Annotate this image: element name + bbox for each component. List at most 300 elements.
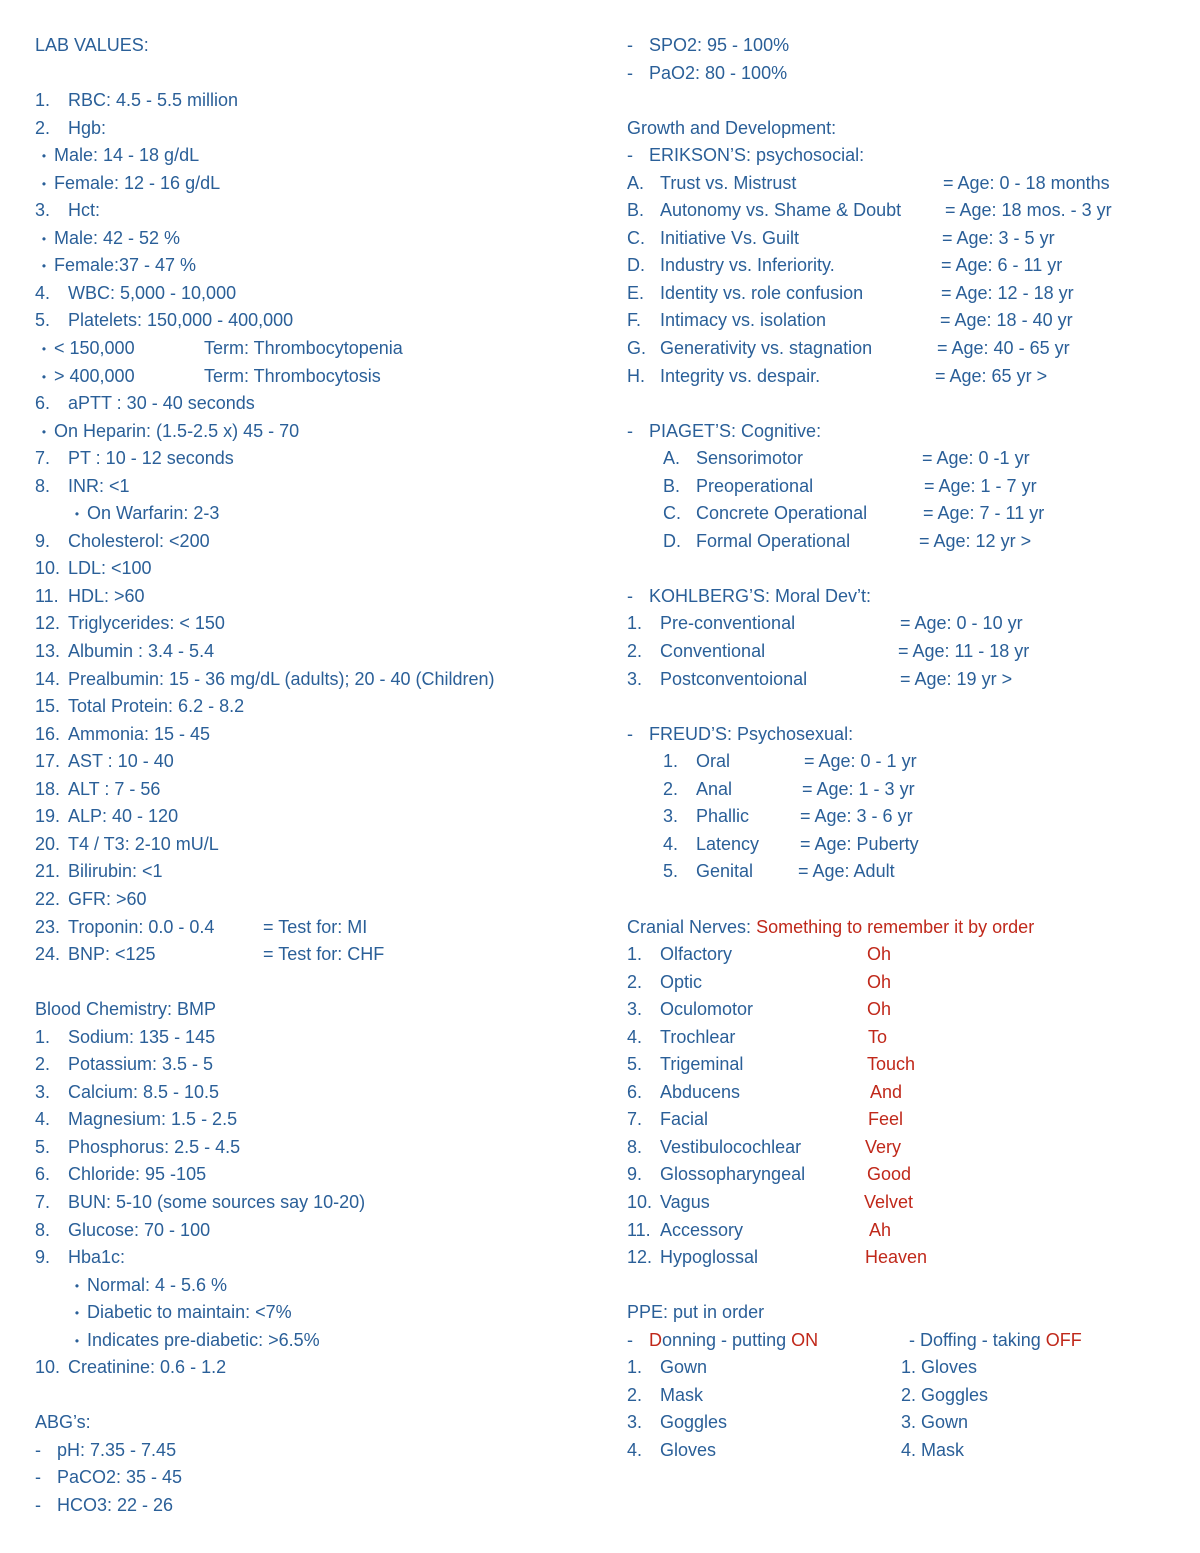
lab-value-row <box>35 528 595 556</box>
item-number: 12. <box>35 613 61 634</box>
item-number: 1. <box>663 751 679 772</box>
lab-value-row <box>35 555 595 583</box>
bmp-row <box>35 1327 595 1355</box>
lab-value-row <box>35 170 595 198</box>
abg-heading: ABG’s: <box>35 1412 91 1433</box>
bmp-row <box>35 1217 595 1245</box>
item-number: 2. <box>35 117 51 138</box>
erikson-row <box>627 252 1187 280</box>
age-range: = Age: 12 yr > <box>919 530 1032 551</box>
item-number: 8. <box>627 1136 643 1157</box>
nerve-name: Vagus <box>660 1191 710 1212</box>
cranial-nerve-row <box>627 1161 1187 1189</box>
item-text: > 400,000 <box>54 365 135 386</box>
item-number: E. <box>627 282 645 303</box>
lab-value-row <box>35 418 595 446</box>
item-number: 3. <box>35 1081 51 1102</box>
donning-initial: D <box>649 1329 662 1350</box>
item-number: 7. <box>35 448 51 469</box>
spacer <box>35 1382 595 1410</box>
oxygen-row <box>627 60 1187 88</box>
stage-name: Integrity vs. despair. <box>660 365 821 386</box>
stage-name: Pre-conventional <box>660 613 796 634</box>
doffing-step: 3. Gown <box>901 1412 969 1433</box>
donning-label: onning - putting <box>662 1329 792 1350</box>
item-text: T4 / T3: 2-10 mU/L <box>68 833 219 854</box>
growth-heading: Growth and Development: <box>627 117 837 138</box>
item-text: Hba1c: <box>68 1247 126 1268</box>
stage-name: Initiative Vs. Guilt <box>660 227 800 248</box>
age-range: = Age: 7 - 11 yr <box>923 503 1045 524</box>
lab-value-row <box>35 142 595 170</box>
item-number: 2. <box>627 1384 643 1405</box>
bmp-row <box>35 1134 595 1162</box>
stage-name: Generativity vs. stagnation <box>660 338 873 359</box>
bmp-row <box>35 1051 595 1079</box>
stage-name: Phallic <box>696 806 750 827</box>
age-range: = Age: Puberty <box>800 833 919 854</box>
dash-marker: - <box>35 1467 41 1488</box>
item-text: Glucose: 70 - 100 <box>68 1219 211 1240</box>
left-column <box>35 32 595 1520</box>
spacer <box>627 87 1187 115</box>
spacer <box>35 60 595 88</box>
item-text: Male: 42 - 52 % <box>54 227 181 248</box>
item-text: Chloride: 95 -105 <box>68 1164 207 1185</box>
bullet-icon: • <box>41 369 47 384</box>
stage-name: Industry vs. Inferiority. <box>660 255 835 276</box>
item-number: 5. <box>35 1136 51 1157</box>
age-range: = Age: 18 - 40 yr <box>940 310 1073 331</box>
mnemonic-word: And <box>870 1081 903 1102</box>
nerve-name: Trochlear <box>660 1026 736 1047</box>
bmp-row <box>35 1079 595 1107</box>
nerve-name: Olfactory <box>660 944 733 965</box>
kohlberg-row <box>627 666 1187 694</box>
item-number: D. <box>627 255 645 276</box>
item-text: Indicates pre-diabetic: >6.5% <box>87 1329 320 1350</box>
item-text: Female:37 - 47 % <box>54 255 197 276</box>
item-text: INR: <1 <box>68 475 130 496</box>
bmp-row <box>35 1354 595 1382</box>
age-range: = Age: 0 - 1 yr <box>804 751 917 772</box>
nerve-name: Accessory <box>660 1219 744 1240</box>
spacer <box>627 390 1187 418</box>
bullet-icon: • <box>74 1278 80 1293</box>
oxygen-row <box>627 32 1187 60</box>
mnemonic-word: Oh <box>867 999 892 1020</box>
lab-value-row <box>35 335 595 363</box>
lab-value-row <box>35 115 595 143</box>
item-number: 3. <box>627 999 643 1020</box>
bullet-icon: • <box>41 149 47 164</box>
donning-step: Goggles <box>660 1412 728 1433</box>
item-text: HDL: >60 <box>68 585 145 606</box>
item-number: 4. <box>35 282 51 303</box>
cranial-nerve-row <box>627 969 1187 997</box>
age-range: = Age: Adult <box>798 861 895 882</box>
doffing-step: 4. Mask <box>901 1439 965 1460</box>
item-text: Albumin : 3.4 - 5.4 <box>68 641 215 662</box>
bullet-icon: • <box>41 424 47 439</box>
cranial-nerve-row <box>627 1106 1187 1134</box>
lab-value-row <box>35 87 595 115</box>
dash-marker: - <box>627 420 633 441</box>
lab-value-row <box>35 666 595 694</box>
bullet-icon: • <box>41 231 47 246</box>
item-text: Sodium: 135 - 145 <box>68 1026 216 1047</box>
item-number: 7. <box>35 1191 51 1212</box>
item-text: Hct: <box>68 200 101 221</box>
heading-text: PIAGET’S: Cognitive: <box>649 420 822 441</box>
stage-name: Conventional <box>660 641 766 662</box>
item-number: H. <box>627 365 645 386</box>
nerve-name: Hypoglossal <box>660 1247 759 1268</box>
item-number: 3. <box>663 806 679 827</box>
dash-marker: - <box>627 62 633 83</box>
item-text: Hgb: <box>68 117 107 138</box>
bullet-icon: • <box>74 1306 80 1321</box>
item-text: BUN: 5-10 (some sources say 10-20) <box>68 1191 366 1212</box>
item-text: ALT : 7 - 56 <box>68 778 161 799</box>
mnemonic-word: To <box>868 1026 888 1047</box>
item-number: 21. <box>35 861 61 882</box>
stage-name: Autonomy vs. Shame & Doubt <box>660 200 902 221</box>
item-text: aPTT : 30 - 40 seconds <box>68 393 255 414</box>
item-number: 16. <box>35 723 61 744</box>
item-number: 13. <box>35 641 61 662</box>
item-text: Prealbumin: 15 - 36 mg/dL (adults); 20 - 40 (Children) <box>68 668 495 689</box>
cranial-nerve-row <box>627 1244 1187 1272</box>
item-text: Potassium: 3.5 - 5 <box>68 1054 214 1075</box>
item-text: On Warfarin: 2-3 <box>87 503 220 524</box>
heading-text: KOHLBERG’S: Moral Dev’t: <box>649 585 872 606</box>
item-text: AST : 10 - 40 <box>68 751 174 772</box>
age-range: = Age: 3 - 6 yr <box>800 806 913 827</box>
bmp-row <box>35 1299 595 1327</box>
item-number: 10. <box>627 1191 653 1212</box>
item-text: Normal: 4 - 5.6 % <box>87 1274 228 1295</box>
piaget-row <box>627 473 1187 501</box>
item-text: Ammonia: 15 - 45 <box>68 723 211 744</box>
age-range: = Age: 3 - 5 yr <box>942 227 1055 248</box>
age-range: = Age: 0 -1 yr <box>922 448 1030 469</box>
cranial-nerve-row <box>627 941 1187 969</box>
item-number: 1. <box>627 613 643 634</box>
bmp-heading: Blood Chemistry: BMP <box>35 999 217 1020</box>
item-text: WBC: 5,000 - 10,000 <box>68 282 237 303</box>
item-text: BNP: <125 <box>68 944 156 965</box>
lab-value-row <box>35 858 595 886</box>
donning-step: Gloves <box>660 1439 717 1460</box>
age-range: = Age: 0 - 18 months <box>943 172 1110 193</box>
age-range: = Age: 1 - 7 yr <box>924 475 1037 496</box>
item-number: 18. <box>35 778 61 799</box>
erikson-row <box>627 197 1187 225</box>
ppe-row <box>627 1382 1187 1410</box>
lab-value-row <box>35 610 595 638</box>
bmp-row <box>35 1161 595 1189</box>
freud-row <box>627 858 1187 886</box>
freud-heading <box>627 721 1187 749</box>
cranial-nerve-row <box>627 1189 1187 1217</box>
item-number: F. <box>627 310 642 331</box>
cranial-nerve-row <box>627 1217 1187 1245</box>
item-number: A. <box>663 448 681 469</box>
donning-step: Mask <box>660 1384 704 1405</box>
kohlberg-row <box>627 638 1187 666</box>
lab-value-row <box>35 445 595 473</box>
item-number: 6. <box>35 1164 51 1185</box>
lab-value-row <box>35 473 595 501</box>
item-number: 9. <box>35 1247 51 1268</box>
piaget-row <box>627 500 1187 528</box>
cranial-nerve-row <box>627 1024 1187 1052</box>
heading-text: ERIKSON’S: psychosocial: <box>649 145 865 166</box>
right-column <box>627 32 1187 1464</box>
item-number: 1. <box>35 1026 51 1047</box>
item-number: 11. <box>35 585 59 606</box>
ppe-row <box>627 1354 1187 1382</box>
item-number: 2. <box>35 1054 51 1075</box>
item-number: 10. <box>35 1357 61 1378</box>
nerve-name: Trigeminal <box>660 1054 744 1075</box>
erikson-row <box>627 170 1187 198</box>
lab-value-row <box>35 914 595 942</box>
age-range: = Age: 19 yr > <box>900 668 1013 689</box>
lab-value-row <box>35 941 595 969</box>
item-number: 6. <box>35 393 51 414</box>
age-range: = Age: 11 - 18 yr <box>898 641 1030 662</box>
item-text: Calcium: 8.5 - 10.5 <box>68 1081 220 1102</box>
dash-marker: - <box>627 723 633 744</box>
nerve-name: Glossopharyngeal <box>660 1164 806 1185</box>
bmp-row <box>35 1106 595 1134</box>
doffing-step: 2. Goggles <box>901 1384 989 1405</box>
item-number: 22. <box>35 888 61 909</box>
erikson-row <box>627 225 1187 253</box>
nerve-name: Oculomotor <box>660 999 754 1020</box>
item-number: 10. <box>35 558 61 579</box>
item-number: 9. <box>35 530 51 551</box>
cranial-heading <box>627 914 1187 942</box>
stage-name: Postconventoional <box>660 668 808 689</box>
item-number: 8. <box>35 1219 51 1240</box>
item-text: Platelets: 150,000 - 400,000 <box>68 310 294 331</box>
item-number: 3. <box>627 668 643 689</box>
item-number: 1. <box>35 90 51 111</box>
item-number: 1. <box>627 1357 643 1378</box>
spacer <box>627 693 1187 721</box>
donning-key: ON <box>791 1329 819 1350</box>
item-text: RBC: 4.5 - 5.5 million <box>68 90 239 111</box>
erikson-row <box>627 307 1187 335</box>
doffing-step: 1. Gloves <box>901 1357 978 1378</box>
erikson-row <box>627 280 1187 308</box>
bullet-icon: • <box>74 507 80 522</box>
item-text: Troponin: 0.0 - 0.4 <box>68 916 215 937</box>
mnemonic-word: Ah <box>869 1219 892 1240</box>
item-number: B. <box>663 475 681 496</box>
item-number: 1. <box>627 944 643 965</box>
item-number: 8. <box>35 475 51 496</box>
cranial-nerve-row <box>627 1051 1187 1079</box>
item-number: 5. <box>663 861 679 882</box>
item-number: 4. <box>663 833 679 854</box>
abg-row <box>35 1464 595 1492</box>
mnemonic-word: Velvet <box>864 1191 914 1212</box>
item-text: pH: 7.35 - 7.45 <box>57 1439 177 1460</box>
item-number: 3. <box>627 1412 643 1433</box>
item-number: 11. <box>627 1219 651 1240</box>
item-number: 19. <box>35 806 61 827</box>
lab-value-row <box>35 307 595 335</box>
item-number: 5. <box>627 1054 643 1075</box>
bullet-icon: • <box>74 1333 80 1348</box>
item-number: 4. <box>627 1439 643 1460</box>
age-range: = Age: 0 - 10 yr <box>900 613 1023 634</box>
lab-value-row <box>35 500 595 528</box>
stage-name: Oral <box>696 751 731 772</box>
donning-step: Gown <box>660 1357 708 1378</box>
nerve-name: Vestibulocochlear <box>660 1136 802 1157</box>
item-text: Cholesterol: <200 <box>68 530 210 551</box>
item-text: < 150,000 <box>54 338 135 359</box>
dash-marker: - <box>627 585 633 606</box>
item-number: 7. <box>627 1109 643 1130</box>
item-number: 4. <box>35 1109 51 1130</box>
dash-marker: - <box>627 1329 633 1350</box>
item-number: 4. <box>627 1026 643 1047</box>
bmp-row <box>35 1024 595 1052</box>
item-text: LDL: <100 <box>68 558 152 579</box>
lab-value-row <box>35 583 595 611</box>
bmp-row <box>35 1189 595 1217</box>
doffing-header <box>909 1327 1082 1355</box>
ppe-heading: PPE: put in order <box>627 1302 765 1323</box>
lab-value-row <box>35 721 595 749</box>
abg-row <box>35 1437 595 1465</box>
lab-value-row <box>35 803 595 831</box>
piaget-heading <box>627 418 1187 446</box>
item-text: Creatinine: 0.6 - 1.2 <box>68 1357 227 1378</box>
item-number: 2. <box>627 641 643 662</box>
ppe-row <box>627 1409 1187 1437</box>
freud-row <box>627 748 1187 776</box>
test-for-note: = Test for: CHF <box>263 944 385 965</box>
age-range: = Age: 6 - 11 yr <box>941 255 1063 276</box>
age-range: = Age: 40 - 65 yr <box>937 338 1070 359</box>
mnemonic-word: Feel <box>868 1109 904 1130</box>
bullet-icon: • <box>41 342 47 357</box>
mnemonic-word: Oh <box>867 944 892 965</box>
lab-value-row <box>35 693 595 721</box>
item-number: 17. <box>35 751 61 772</box>
stage-name: Sensorimotor <box>696 448 804 469</box>
test-for-note: = Test for: MI <box>263 916 368 937</box>
item-number: 2. <box>627 971 643 992</box>
bmp-row <box>35 1272 595 1300</box>
age-range: = Age: 65 yr > <box>935 365 1048 386</box>
spacer <box>627 555 1187 583</box>
dash-marker: - <box>35 1439 41 1460</box>
item-number: 6. <box>627 1081 643 1102</box>
nerve-name: Facial <box>660 1109 709 1130</box>
lab-value-row <box>35 280 595 308</box>
erikson-heading <box>627 142 1187 170</box>
lab-value-row <box>35 831 595 859</box>
term-note: Term: Thrombocytosis <box>204 365 381 386</box>
item-text: Diabetic to maintain: <7% <box>87 1302 292 1323</box>
item-text: Phosphorus: 2.5 - 4.5 <box>68 1136 241 1157</box>
item-number: 2. <box>663 778 679 799</box>
cranial-nerve-row <box>627 996 1187 1024</box>
item-number: C. <box>627 227 645 248</box>
spacer <box>627 1272 1187 1300</box>
lab-value-row <box>35 776 595 804</box>
mnemonic-word: Touch <box>867 1054 916 1075</box>
dash-marker: - <box>627 145 633 166</box>
mnemonic-word: Very <box>865 1136 902 1157</box>
item-text: HCO3: 22 - 26 <box>57 1494 174 1515</box>
freud-row <box>627 831 1187 859</box>
freud-row <box>627 776 1187 804</box>
doffing-key: OFF <box>1045 1329 1082 1350</box>
erikson-row <box>627 363 1187 391</box>
freud-row <box>627 803 1187 831</box>
item-number: A. <box>627 172 645 193</box>
item-number: 5. <box>35 310 51 331</box>
item-number: 23. <box>35 916 61 937</box>
age-range: = Age: 18 mos. - 3 yr <box>945 200 1112 221</box>
lab-value-row <box>35 225 595 253</box>
bmp-row <box>35 1244 595 1272</box>
stage-name: Latency <box>696 833 760 854</box>
cranial-title: Cranial Nerves: <box>627 916 752 937</box>
age-range: = Age: 12 - 18 yr <box>941 282 1074 303</box>
erikson-row <box>627 335 1187 363</box>
item-number: G. <box>627 338 647 359</box>
lab-value-row <box>35 363 595 391</box>
spacer <box>35 969 595 997</box>
lab-values-heading: LAB VALUES: <box>35 35 149 55</box>
ppe-columns-header <box>627 1327 1187 1355</box>
stage-name: Genital <box>696 861 754 882</box>
item-text: PaCO2: 35 - 45 <box>57 1467 183 1488</box>
dash-marker: - <box>627 35 633 55</box>
cranial-nerve-row <box>627 1134 1187 1162</box>
item-number: B. <box>627 200 645 221</box>
item-number: C. <box>663 503 681 524</box>
stage-name: Intimacy vs. isolation <box>660 310 827 331</box>
item-text: GFR: >60 <box>68 888 147 909</box>
lab-value-row <box>35 197 595 225</box>
cranial-nerve-row <box>627 1079 1187 1107</box>
mnemonic-word: Heaven <box>865 1247 928 1268</box>
lab-value-row <box>35 252 595 280</box>
item-text: On Heparin: (1.5-2.5 x) 45 - 70 <box>54 420 300 441</box>
item-text: Bilirubin: <1 <box>68 861 163 882</box>
term-note: Term: Thrombocytopenia <box>204 338 403 359</box>
item-text: PaO2: 80 - 100% <box>649 62 788 83</box>
ppe-row <box>627 1437 1187 1465</box>
bullet-icon: • <box>41 176 47 191</box>
stage-name: Formal Operational <box>696 530 851 551</box>
item-number: 3. <box>35 200 51 221</box>
item-number: 9. <box>627 1164 643 1185</box>
item-text: Triglycerides: < 150 <box>68 613 225 634</box>
item-text: Male: 14 - 18 g/dL <box>54 145 200 166</box>
